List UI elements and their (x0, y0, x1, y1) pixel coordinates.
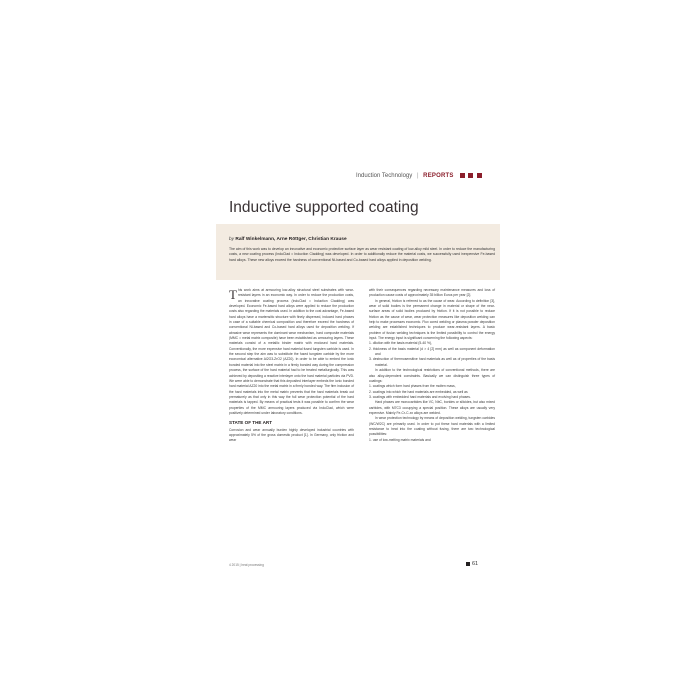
drop-cap: T (229, 286, 237, 302)
coating-types-list (369, 384, 495, 400)
aspects-list (369, 341, 495, 368)
running-header (356, 170, 494, 182)
page-number-text: 61 (472, 561, 479, 567)
header-label: REPORTS (423, 173, 454, 179)
list-item: 2. thickness of the basis material (d > 4 [2] mm) as well as component deformation and (369, 346, 495, 357)
intro-paragraph (229, 288, 354, 416)
list-item: 1. use of low-melting matrix materials and (369, 437, 431, 442)
list-item: 1. dilution with the basis material (5-40 %), (369, 341, 433, 346)
footer-journal: 4 2015 | heat processing (229, 563, 264, 567)
square-icon (460, 173, 465, 178)
right-column (369, 288, 495, 443)
article-title: Inductive supported coating (229, 199, 419, 216)
state-paragraph: Corrosion and wear annually burden highly developed industrial countries with approximately 5% of the gross domestic product [1]. In Germany, only friction and wear (229, 427, 354, 443)
paragraph-2: In general, friction is referred to as the cause of wear. According to definition [3], wear of solid bodies is the permanent change in material or shape of the near-surface areas of solid bodies produced by friction. If it is not possible to reduce friction as the cause of wear, wear protection measures like deposition welding can help to make processes economic. Flux cored welding or plasma powder deposition welding are established techniques to produce wear-resistant layers. A basic problem of fusion welding techniques is the limited possibility to control the energy input. The energy input is significant concerning the following aspects: (369, 298, 495, 341)
section-heading: STATE OF THE ART (229, 420, 273, 426)
author-names: Ralf Winkelmann, Arne Röttger, Christian Krause (235, 237, 347, 242)
header-separator: | (416, 173, 419, 179)
header-section: Induction Technology (356, 173, 413, 179)
possibilities-list (369, 438, 495, 443)
author-by: by (229, 237, 235, 242)
paragraph-3: In addition to the technological restrictions of conventional methods, there are also alloy-dependent constraints. Basically we can distinguish three types of coatings: (369, 368, 495, 383)
list-item: 3. destruction of thermosensitive hard materials as well as of properties of the basis material. (369, 357, 495, 367)
list-item: 2. coatings into which the hard materials are embedded, as well as (369, 389, 468, 394)
square-icon (466, 562, 470, 566)
square-icon (468, 173, 473, 178)
left-column (229, 288, 354, 444)
paragraph-4: Hard phases are monocarbides like VC, NbC, borides or silicides, but also mixed carbides, with M7C3 occupying a special position. These alloys are usually very expensive. Mainly Fe-Cr-C-xx alloys are welded. (369, 400, 495, 415)
abstract-text: The aim of this work was to develop an innovative and economic protective surface layer as wear resistant coating of low-alloy mild steel. In order to reduce the manufacturing costs, a new coating process (InduClad = Induction Cladding) was developed. In order to additionally reduce the material costs, we successfully used inexpensive Fe-based hard alloys. These new alloys exceed the hardness of conventional Ni-based and Co-based hard alloys applied in deposition welding. (229, 247, 495, 262)
author-line (229, 236, 499, 243)
square-icon (477, 173, 482, 178)
list-item: 1. coatings which form hard phases from the molten mass, (369, 384, 456, 389)
page-number (466, 561, 478, 567)
intro-text: his work aims at armouring low-alloy structural steel substrates with wear-resistant layers in an economic way. In order to reduce the production costs, an innovative coating process (InduClad = Induction Cladding) was developed. Economic Fe-based hard alloys were applied to reduce the production costs also regarding the materials used. In addition to the cost advantage, Fe-based hard alloys have a martensitic structure with finely dispersed, induced hard phases in case of a suitable chemical composition and therefore exceed the hardness of conventional Ni-based and Co-based hard alloys used for deposition welding. If abrasive wear represents the dominant wear mechanism, hard composite materials (MMC = metal matrix composite) have been established as armouring layers. These materials consist of a metallic binder matrix with enclosed hard materials. Conventionally, the more expensive hard material fused tungsten carbide is used. In the second step the aim was to substitute the fused tungsten carbide by the more economical alternative Al2O3-ZrO2 (AZ20). In order to be able to embed the ionic bonded material into the steel matrix in a firmly bonded way during the compression process, the surface of the hard material had to be treated metallurgically. This was achieved by depositing a reactive interlayer onto the hard material particles via PVD. We were able to demonstrate that this deposited interlayer embeds the ionic bonded hard material AZ20 into the metal matrix in a firmly bonded way. The firm inclusion of the hard materials into the metal matrix prevents that the hard materials break out prematurely as that only in this way the full wear protection potential of the hard materials is tapped. By means of practical tests it was possible to confirm the wear properties of the MMC armouring layers produced via InduClad, which were positively determined under laboratory conditions. (229, 288, 354, 415)
list-item: 3. coatings with embedded hard materials and evolving hard phases. (369, 394, 471, 399)
paragraph-5: In wear protection technology by means of deposition welding, tungsten carbides (WC/W2C) are primarily used. In order to put these hard materials with a limited resistance to heat into the coating without fusing, there are two technological possibilities: (369, 416, 495, 437)
paragraph-1: with their consequences regarding necessary maintenance measures and loss of production cause costs of approximately 35 billion Euros per year [2]. (369, 288, 495, 298)
